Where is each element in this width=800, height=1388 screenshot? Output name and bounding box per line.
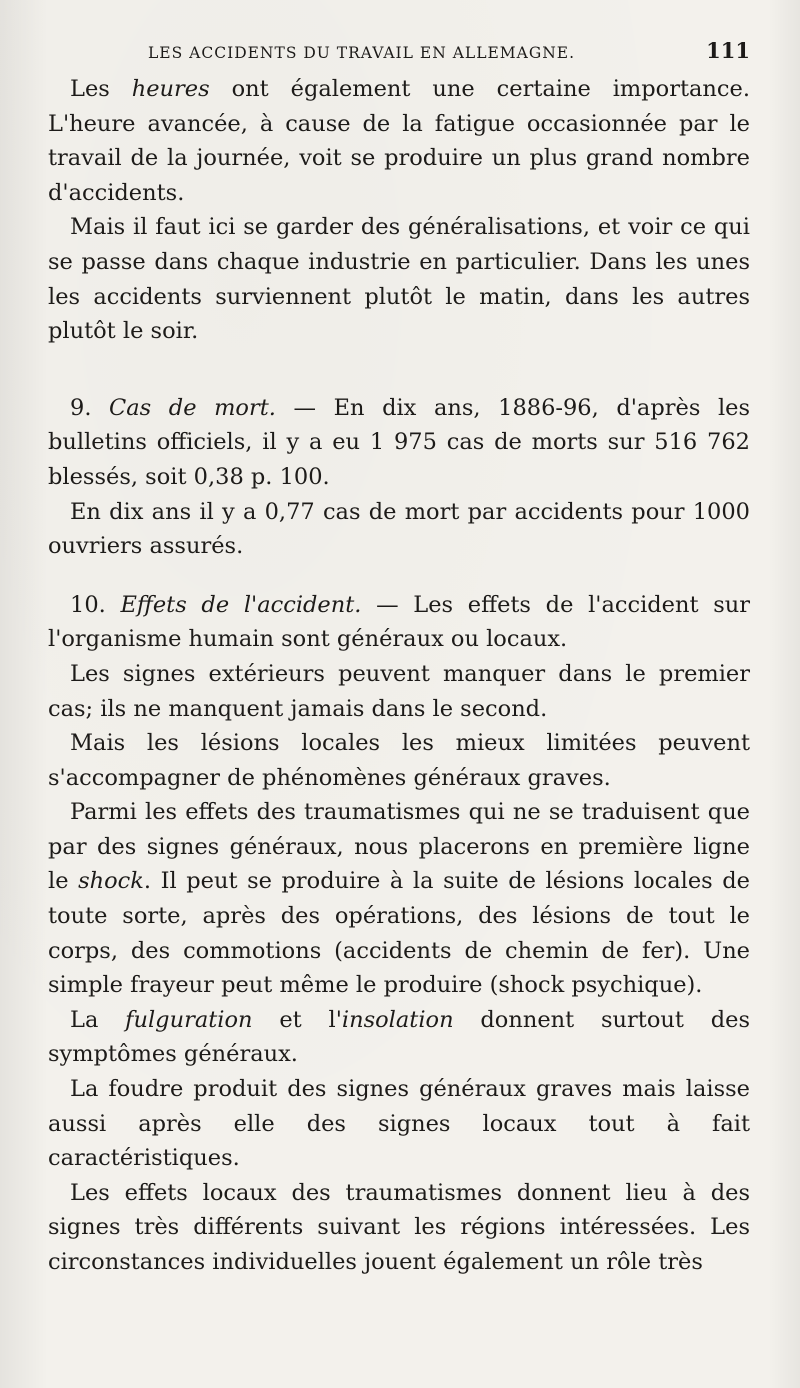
paragraph: En dix ans il y a 0,77 cas de mort par accidents pour 1000 ouvriers assurés. [48,498,750,560]
paragraph: Parmi les effets des traumatismes qui ne se traduisent que par des signes généraux, nous placerons en première ligne le shock. Il peut se produire à la suite de lésions locales de toute sorte, après des opérations, des lésions de tout le corps, des commotions (accidents de chemin de fer). Une simple frayeur peut même le produire (shock psychique). [48,799,750,999]
page-number: 111 [706,38,750,63]
paragraph: Mais il faut ici se garder des généralisations, et voir ce qui se passe dans chaque industrie en particulier. Dans les unes les accidents surviennent plutôt le matin, dans les autres plutôt le soir. [48,214,750,345]
running-head [48,38,750,72]
paragraph: Mais les lésions locales les mieux limitées peuvent s'accompagner de phénomènes généraux graves. [48,730,750,791]
body-text [48,72,750,1280]
paragraph: Les signes extérieurs peuvent manquer dans le premier cas; ils ne manquent jamais dans le second. [48,660,750,722]
section-9-paragraph: 9. Cas de mort. — En dix ans, 1886-96, d'après les bulletins officiels, il y a eu 1 975 cas de morts sur 516 762 blessés, soit 0,38 p. 100. [48,394,751,490]
paragraph: La foudre produit des signes généraux graves mais laisse aussi après elle des signes locaux tout à fait caractéristiques. [48,1076,750,1172]
section-10-paragraph: 10. Effets de l'accident. — Les effets de l'accident sur l'organisme humain sont généraux ou locaux. [48,591,750,653]
paragraph: La fulguration et l'insolation donnent surtout des symptômes généraux. [48,1006,750,1068]
paragraph: Les effets locaux des traumatismes donnent lieu à des signes très différents suivant les régions intéressées. Les circonstances individuelles jouent également un rôle très [48,1179,750,1275]
paragraph: Les heures ont également une certaine importance. L'heure avancée, à cause de la fatigue occasionnée par le travail de la journée, voit se produire un plus grand nombre d'accidents. [48,76,750,206]
running-title: LES ACCIDENTS DU TRAVAIL EN ALLEMAGNE. [148,44,576,62]
